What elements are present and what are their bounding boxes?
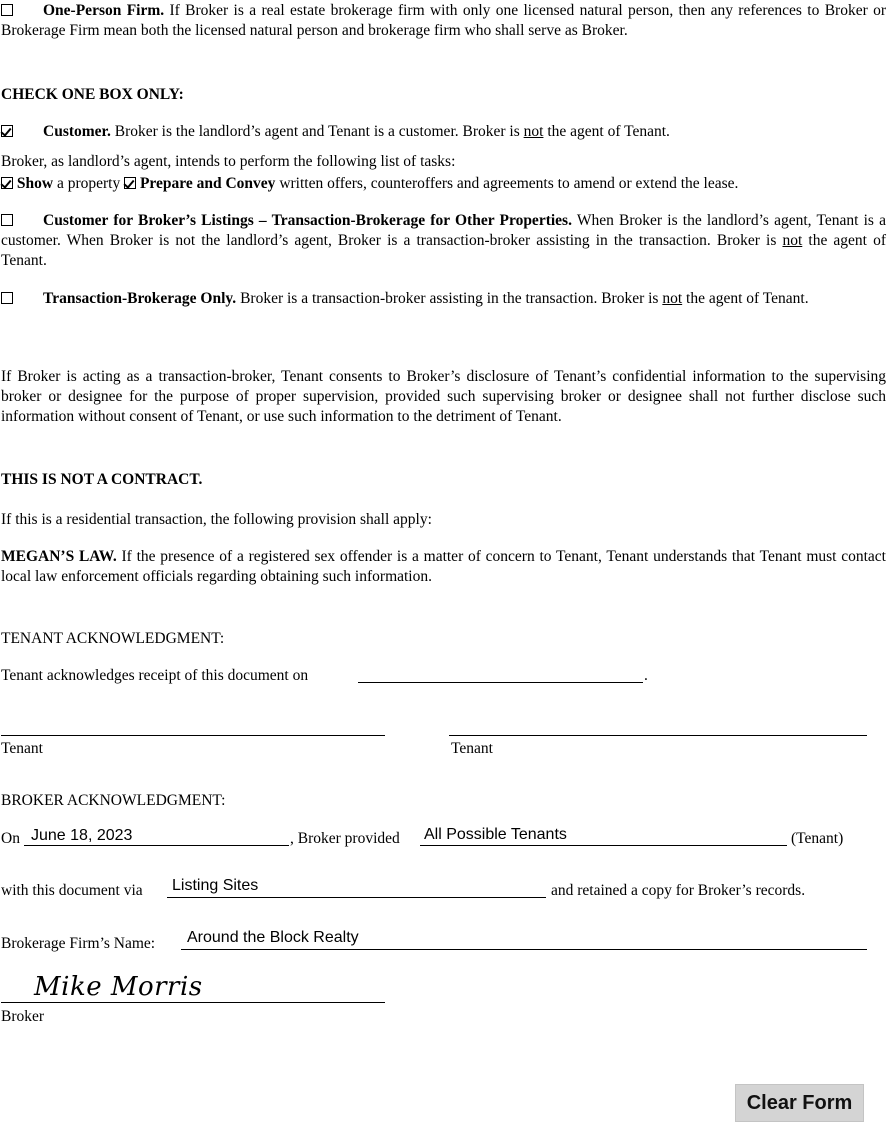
tb-only-title: Transaction-Brokerage Only. [43, 290, 237, 307]
show-checkbox[interactable] [1, 177, 13, 189]
customer-checkbox[interactable] [1, 125, 13, 137]
consent-paragraph: If Broker is acting as a transaction-broker, Tenant consents to Broker’s disclosure of Tenant’s confidential information to the supervising broker or designee for the purpose of proper supervision, provided such supervising broker or designee shall not further disclose such information without consent of Tenant, or use such information to the detriment of Tenant. [1, 368, 886, 425]
broker-ack-heading: BROKER ACKNOWLEDGMENT: [1, 792, 226, 809]
tasks-intro: Broker, as landlord’s agent, intends to perform the following list of tasks: [1, 153, 456, 170]
megans-law-title: MEGAN’S LAW. [1, 548, 117, 565]
tenant-name-field[interactable]: All Possible Tenants [424, 826, 567, 843]
show-label: Show [16, 175, 54, 192]
retained-label: and retained a copy for Broker’s records. [551, 882, 806, 899]
listings-not: not [782, 232, 803, 249]
customer-not: not [523, 123, 544, 140]
via-field[interactable]: Listing Sites [172, 877, 259, 894]
customer-text-b: the agent of Tenant. [543, 123, 670, 140]
one-person-firm-paragraph [1, 1, 886, 41]
on-label: On [1, 830, 20, 847]
tenant-name-line [420, 845, 787, 846]
listings-title: Customer for Broker’s Listings – Transaction-Brokerage for Other Properties. [43, 212, 572, 229]
firm-name-field[interactable]: Around the Block Realty [187, 929, 359, 946]
check-one-heading: CHECK ONE BOX ONLY: [1, 86, 184, 103]
firm-name-line [181, 949, 867, 950]
via-line [167, 897, 546, 898]
receipt-date-line [358, 682, 643, 683]
tenant-receipt-label: Tenant acknowledges receipt of this document on [1, 667, 309, 684]
tb-only-text-b: the agent of Tenant. [682, 290, 809, 307]
tenant-label-1: Tenant [1, 740, 43, 757]
tb-only-paragraph [1, 289, 886, 309]
customer-text-a: Broker is the landlord’s agent and Tenant is a customer. Broker is [114, 123, 524, 140]
tb-only-text-a: Broker is a transaction-broker assisting in the transaction. Broker is [236, 290, 663, 307]
customer-title: Customer. [43, 123, 111, 140]
prepare-checkbox[interactable] [124, 177, 136, 189]
tenant-signature-line-2[interactable] [449, 735, 867, 736]
listings-text-a: When Broker is the landlord’s agent, Tenant is a customer. When Broker is not the landlord’s agent, Broker is a transaction-broker assisting in the transaction. Broker is [1, 212, 886, 249]
one-person-title: One-Person Firm. [43, 2, 165, 19]
tenant-signature-line-1[interactable] [1, 735, 385, 736]
prepare-rest: written offers, counteroffers and agreements to amend or extend the lease. [275, 175, 739, 192]
listings-paragraph [1, 211, 886, 271]
via-label: with this document via [1, 882, 143, 899]
firm-name-label: Brokerage Firm’s Name: [1, 935, 156, 952]
broker-label: Broker [1, 1008, 45, 1025]
listings-text-b: the agent of Tenant. [1, 232, 886, 269]
tb-only-checkbox[interactable] [1, 292, 13, 304]
residential-note: If this is a residential transaction, the following provision shall apply: [1, 511, 432, 528]
tasks-list [1, 174, 886, 194]
show-rest: a property [53, 175, 125, 192]
megans-law-paragraph [1, 547, 886, 587]
tb-only-not: not [662, 290, 683, 307]
not-contract-heading: THIS IS NOT A CONTRACT. [1, 471, 203, 488]
date-line [24, 845, 289, 846]
tenant-suffix: (Tenant) [791, 830, 844, 847]
provided-label: , Broker provided [290, 830, 400, 847]
tenant-ack-heading: TENANT ACKNOWLEDGMENT: [1, 630, 225, 647]
listings-checkbox[interactable] [1, 214, 13, 226]
one-person-text: If Broker is a real estate brokerage firm with only one licensed natural person, then any references to Broker or Brokerage Firm mean both the licensed natural person and brokerage firm who shall serve as Broker. [1, 2, 886, 39]
broker-signature: Mike Morris [34, 972, 203, 1002]
megans-law-text: If the presence of a registered sex offender is a matter of concern to Tenant, Tenant understands that Tenant must contact local law enforcement officials regarding obtaining such information. [1, 548, 886, 585]
clear-form-button[interactable]: Clear Form [735, 1084, 864, 1122]
receipt-period: . [644, 667, 648, 684]
date-field[interactable]: June 18, 2023 [31, 827, 133, 844]
broker-signature-line[interactable] [1, 1002, 385, 1003]
one-person-checkbox[interactable] [1, 4, 13, 16]
prepare-label: Prepare and Convey [139, 175, 276, 192]
customer-paragraph [1, 122, 886, 142]
tenant-label-2: Tenant [451, 740, 493, 757]
